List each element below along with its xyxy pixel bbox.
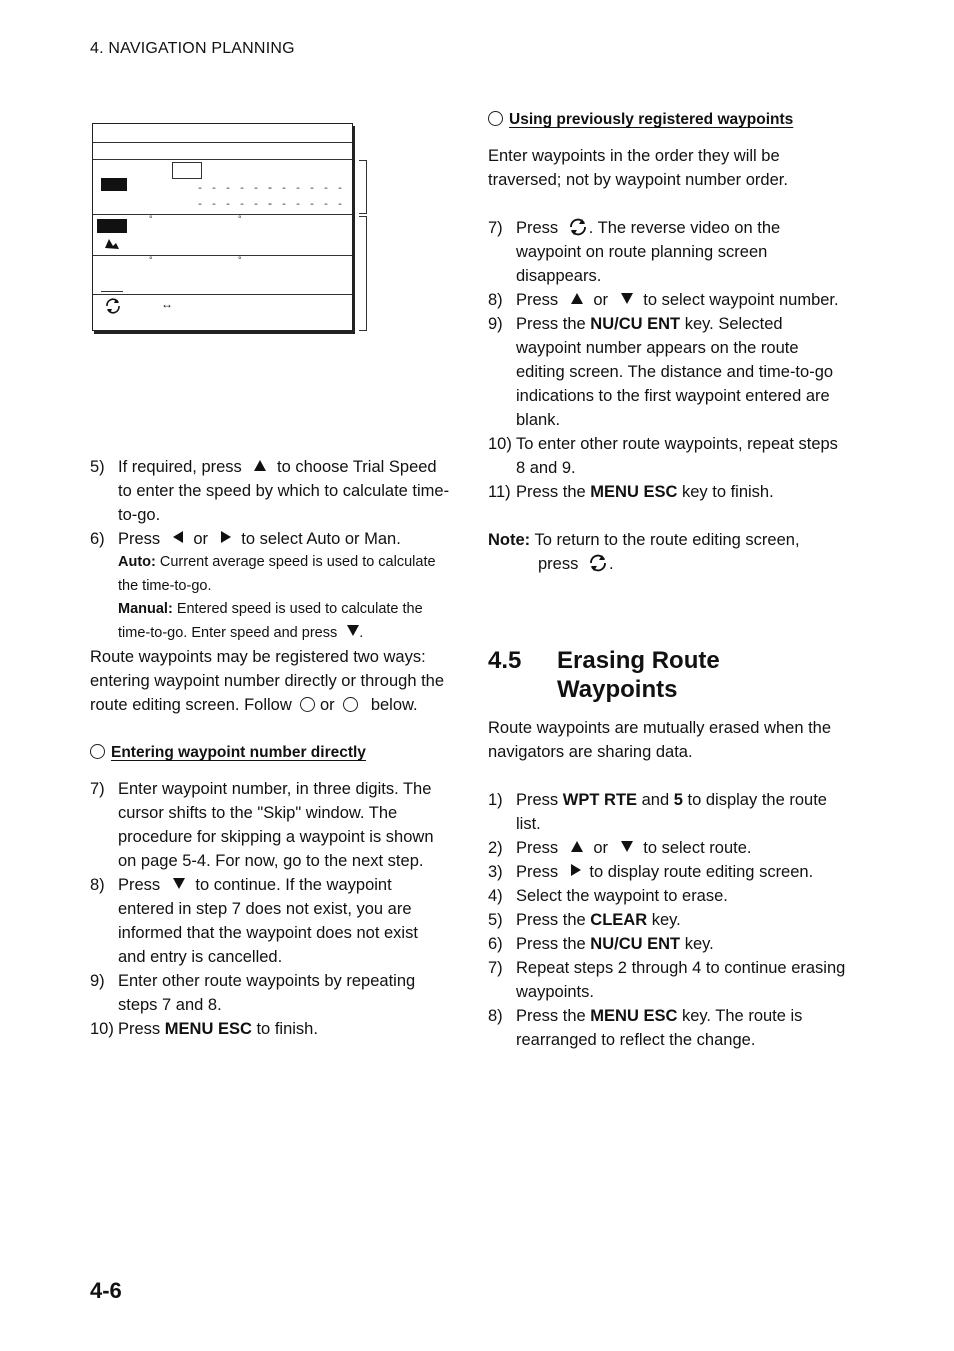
degree-mark: °: [238, 255, 242, 265]
step-11: 11) Press the MENU ESC key to finish.: [488, 483, 774, 501]
reverse-video-block: [101, 178, 127, 191]
dash-placeholder: - - - - - -: [267, 200, 345, 211]
degree-mark: °: [149, 255, 153, 265]
dash-placeholder: - - - - - -: [197, 200, 275, 211]
step-5: 5) If required, press to choose Trial Speed to enter the speed by which to calculate time-to-go.: [90, 458, 450, 524]
note: Note: To return to the route editing screen, press .: [488, 531, 800, 573]
section-intro: Route waypoints are mutually erased when the navigators are sharing data.: [488, 719, 832, 761]
page-number: 4-6: [90, 1278, 122, 1303]
reverse-video-block: [97, 219, 127, 233]
circle-marker-icon: [343, 697, 358, 712]
auto-note: Auto: Current average speed is used to calculate the time-to-go.: [118, 554, 436, 594]
step-7: 7) Press . The reverse video on the waypoint on route planning screen disappears.: [488, 219, 781, 285]
erase-step-2: 2) Press or to select route.: [488, 839, 752, 857]
erase-step-8: 8) Press the MENU ESC key. The route is rearranged to reflect the change.: [488, 1007, 803, 1049]
down-arrow-icon: [621, 841, 633, 852]
refresh-icon: [567, 217, 589, 237]
section-body: [488, 716, 848, 1052]
erase-step-4: 4) Select the waypoint to erase.: [488, 887, 728, 905]
circle-marker-icon: [90, 744, 105, 759]
input-box: [172, 162, 202, 179]
route-intro: Route waypoints may be registered two ways: entering waypoint number directly or through the route editing screen. Follow or below.: [90, 648, 445, 714]
divider: [93, 159, 352, 160]
step-7: 7) Enter waypoint number, in three digits. The cursor shifts to the "Skip" window. The procedure for skipping a waypoint is shown on page 5-4. For now, go to the next step.: [90, 780, 434, 870]
left-column: [90, 455, 450, 1041]
right-arrow-icon: [221, 531, 231, 543]
dash-placeholder: - - - - - -: [267, 184, 345, 195]
bracket: [359, 216, 367, 331]
ship-icon: [103, 236, 121, 252]
down-arrow-icon: [621, 293, 633, 304]
step-8: 8) Press or to select waypoint number.: [488, 291, 839, 309]
step-8: 8) Press to continue. If the waypoint entered in step 7 does not exist, you are informed that the waypoint does not exist and entry is cancelled.: [90, 876, 418, 966]
bracket: [359, 160, 367, 214]
down-arrow-icon: [173, 878, 185, 889]
step-9: 9) Enter other route waypoints by repeating steps 7 and 8.: [90, 972, 416, 1014]
underline-mark: [101, 291, 123, 292]
intro-paragraph: Enter waypoints in the order they will be traversed; not by waypoint number order.: [488, 147, 788, 189]
erase-step-7: 7) Repeat steps 2 through 4 to continue erasing waypoints.: [488, 959, 846, 1001]
manual-note: Manual: Entered speed is used to calculate the time-to-go. Enter speed and press .: [118, 601, 423, 641]
step-9: 9) Press the NU/CU ENT key. Selected waypoint number appears on the route editing screen. The distance and time-to-go indications to the first waypoint entered are blank.: [488, 315, 834, 429]
step-10: 10) Press MENU ESC to finish.: [90, 1020, 318, 1038]
degree-mark: °: [238, 214, 242, 224]
circle-marker-icon: [300, 697, 315, 712]
subheading-entering-directly: Entering waypoint number directly: [90, 741, 450, 765]
refresh-icon: [587, 553, 609, 573]
down-arrow-icon: [347, 625, 359, 636]
swap-arrow-icon: ↔: [161, 297, 173, 311]
up-arrow-icon: [571, 293, 583, 304]
route-editing-screen-diagram: [92, 123, 353, 331]
divider: [93, 255, 352, 256]
erase-step-6: 6) Press the NU/CU ENT key.: [488, 935, 714, 953]
divider: [93, 142, 352, 143]
left-arrow-icon: [173, 531, 183, 543]
running-header: 4. NAVIGATION PLANNING: [90, 40, 295, 57]
erase-step-5: 5) Press the CLEAR key.: [488, 911, 681, 929]
up-arrow-icon: [254, 460, 266, 471]
erase-step-3: 3) Press to display route editing screen.: [488, 863, 814, 881]
refresh-icon: [103, 297, 123, 315]
dash-placeholder: - - - - - -: [197, 184, 275, 195]
circle-marker-icon: [488, 111, 503, 126]
erase-step-1: 1) Press WPT RTE and 5 to display the route list.: [488, 791, 827, 833]
degree-mark: °: [149, 214, 153, 224]
right-arrow-icon: [571, 864, 581, 876]
divider: [93, 214, 352, 215]
up-arrow-icon: [571, 841, 583, 852]
subheading-previously-registered: Using previously registered waypoints: [488, 108, 848, 132]
right-column: [488, 108, 848, 576]
step-6: 6) Press or to select Auto or Man.: [90, 530, 401, 548]
step-10: 10) To enter other route waypoints, repeat steps 8 and 9.: [488, 435, 838, 477]
divider: [93, 294, 352, 295]
